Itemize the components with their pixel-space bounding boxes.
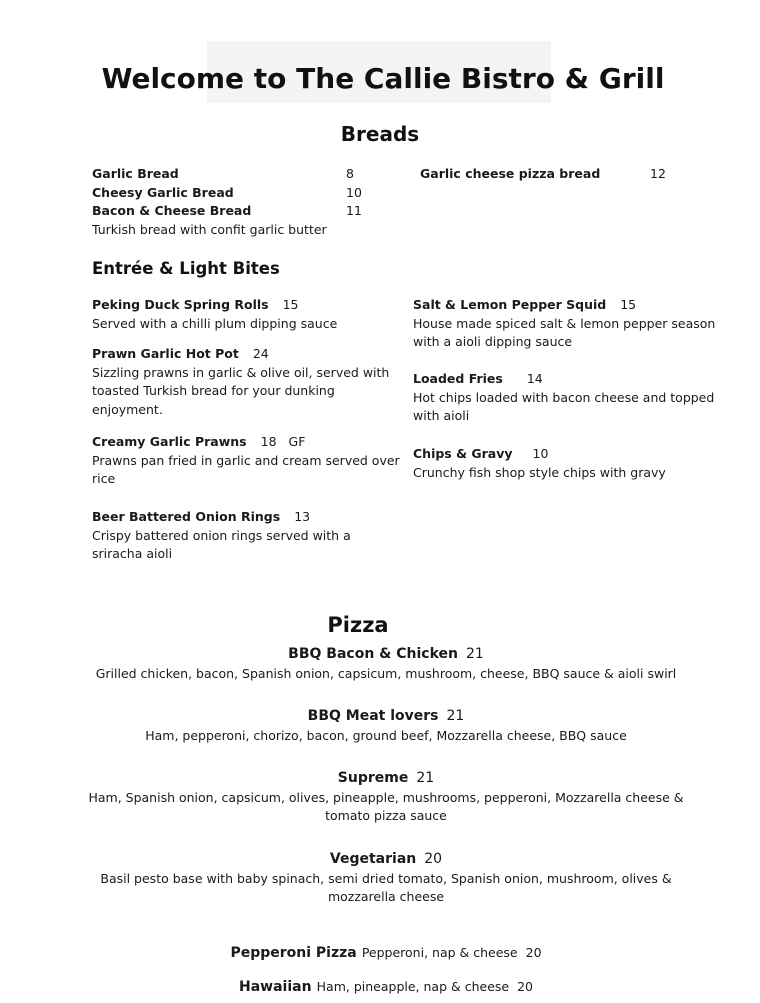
page-title: Welcome to The Callie Bistro & Grill bbox=[101, 62, 665, 95]
menu-item-price: 12 bbox=[650, 166, 666, 181]
dietary-tag: GF bbox=[288, 434, 306, 449]
pizza-item bbox=[0, 643, 760, 683]
menu-item-price: 15 bbox=[620, 297, 637, 312]
pizza-item-name: BBQ Meat lovers bbox=[307, 708, 439, 724]
pizza-item bbox=[0, 767, 760, 825]
pizza-item-price: 21 bbox=[416, 770, 435, 786]
pizza-item-description: Ham, pineapple, nap & cheese bbox=[316, 979, 510, 994]
pizza-item bbox=[0, 976, 760, 995]
menu-item-name: Cheesy Garlic Bread bbox=[92, 185, 234, 200]
menu-item-description-line: Prawns pan fried in garlic and cream served over bbox=[92, 452, 400, 468]
pizza-item bbox=[0, 942, 760, 961]
menu-item-price: 11 bbox=[346, 203, 362, 218]
pizza-item-price: 21 bbox=[465, 646, 484, 662]
menu-item-description-line: Hot chips loaded with bacon cheese and topped bbox=[413, 389, 715, 405]
menu-item-description-line: toasted Turkish bread for your dunking bbox=[92, 383, 335, 399]
pizza-item-price: 20 bbox=[424, 851, 443, 867]
menu-item-description: Crunchy fish shop style chips with gravy bbox=[413, 464, 666, 480]
menu-item-name: Bacon & Cheese Bread bbox=[92, 203, 252, 218]
menu-item-name: Garlic Bread bbox=[92, 166, 179, 181]
pizza-item-price: 21 bbox=[446, 708, 465, 724]
menu-item-name: Peking Duck Spring Rolls bbox=[92, 297, 269, 312]
menu-item-price: 24 bbox=[252, 346, 269, 361]
pizza-item-name: Supreme bbox=[337, 770, 409, 786]
menu-item-description-line: rice bbox=[92, 471, 116, 487]
menu-item-price: 10 bbox=[532, 446, 549, 461]
pizza-item-name: BBQ Bacon & Chicken bbox=[288, 646, 458, 662]
menu-item-price: 10 bbox=[346, 185, 362, 200]
pizza-item-description: Grilled chicken, bacon, Spanish onion, capsicum, mushroom, cheese, BBQ sauce & aioli swirl bbox=[95, 666, 677, 681]
pizza-item bbox=[0, 848, 760, 906]
pizza-item-price: 20 bbox=[525, 945, 542, 960]
menu-item-description-line: with a aioli dipping sauce bbox=[413, 334, 573, 350]
menu-item bbox=[413, 296, 715, 352]
pizza-item-name: Pepperoni Pizza bbox=[230, 945, 357, 961]
menu-item-name: Chips & Gravy bbox=[413, 446, 513, 461]
menu-item bbox=[92, 508, 351, 564]
menu-item bbox=[92, 296, 337, 333]
pizza-item-name: Hawaiian bbox=[239, 979, 312, 995]
pizza-item-description: Ham, Spanish onion, capsicum, olives, pineapple, mushrooms, pepperoni, Mozzarella cheese & tomato pizza sauce bbox=[88, 790, 684, 823]
pizza-item-price: 20 bbox=[517, 979, 533, 994]
pizza-section-title: Pizza bbox=[327, 613, 389, 637]
menu-item-description-line: enjoyment. bbox=[92, 402, 163, 418]
menu-item-name: Beer Battered Onion Rings bbox=[92, 509, 281, 524]
menu-item-price: 15 bbox=[282, 297, 299, 312]
menu-item-name: Garlic cheese pizza bread bbox=[420, 166, 601, 181]
menu-item-name: Salt & Lemon Pepper Squid bbox=[413, 297, 607, 312]
menu-item-price: 18 bbox=[260, 434, 277, 449]
menu-item-name: Loaded Fries bbox=[413, 371, 503, 386]
menu-item-description-line: House made spiced salt & lemon pepper season bbox=[413, 315, 716, 331]
menu-item-description: Turkish bread with confit garlic butter bbox=[92, 222, 327, 237]
pizza-item-description: Pepperoni, nap & cheese bbox=[361, 945, 518, 960]
menu-item-description-line: with aioli bbox=[413, 408, 470, 424]
menu-item-name: Prawn Garlic Hot Pot bbox=[92, 346, 239, 361]
pizza-item-description: Basil pesto base with baby spinach, semi dried tomato, Spanish onion, mushroom, olives & mozzarella cheese bbox=[100, 871, 672, 904]
pizza-item bbox=[0, 705, 760, 745]
menu-item bbox=[413, 445, 666, 482]
pizza-item-name: Vegetarian bbox=[329, 851, 417, 867]
menu-item-name: Creamy Garlic Prawns bbox=[92, 434, 247, 449]
menu-item bbox=[92, 433, 400, 489]
menu-item-price: 13 bbox=[294, 509, 311, 524]
menu-item-price: 14 bbox=[526, 371, 543, 386]
menu-item-price: 8 bbox=[346, 166, 354, 181]
menu-item-description-line: Sizzling prawns in garlic & olive oil, served with bbox=[92, 364, 390, 380]
menu-item-description: Served with a chilli plum dipping sauce bbox=[92, 315, 338, 331]
breads-section-title: Breads bbox=[340, 122, 420, 146]
menu-item bbox=[413, 370, 714, 426]
pizza-item-description: Ham, pepperoni, chorizo, bacon, ground beef, Mozzarella cheese, BBQ sauce bbox=[145, 728, 627, 743]
entree-section-title: Entrée & Light Bites bbox=[92, 259, 280, 278]
menu-item-description-line: sriracha aioli bbox=[92, 546, 173, 562]
menu-item bbox=[92, 345, 389, 420]
menu-item-description-line: Crispy battered onion rings served with a bbox=[92, 527, 351, 543]
